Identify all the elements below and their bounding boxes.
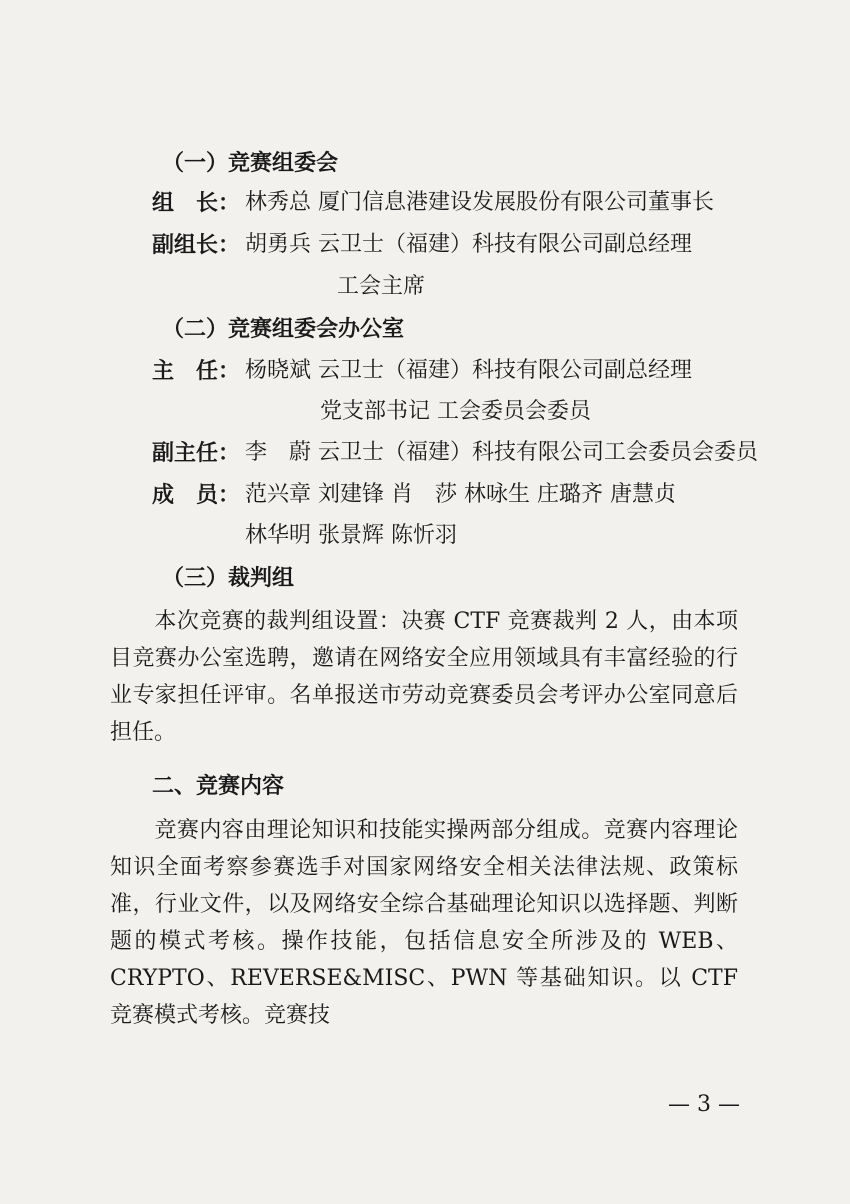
section-heading-committee: （一）竞赛组委会 bbox=[162, 150, 339, 176]
members-value-line2: 林华明 张景辉 陈忻羽 bbox=[245, 523, 457, 548]
leader-value: 林秀总 厦门信息港建设发展股份有限公司董事长 bbox=[245, 190, 714, 215]
content-paragraph bbox=[110, 812, 738, 1034]
judges-paragraph-text: 本次竞赛的裁判组设置：决赛 CTF 竞赛裁判 2 人，由本项目竞赛办公室选聘，邀请在网络安全应用领域具有丰富经验的行业专家担任评审。名单报送市劳动竞赛委员会考评办公室同意后担任。 bbox=[110, 609, 738, 745]
vice-director-label: 副主任： bbox=[152, 440, 241, 466]
deputy-value-line2: 工会主席 bbox=[337, 274, 426, 299]
part-heading-content: 二、竞赛内容 bbox=[152, 773, 285, 799]
director-label: 主 任： bbox=[152, 358, 241, 384]
vice-director-value: 李 蔚 云卫士（福建）科技有限公司工会委员会委员 bbox=[245, 440, 758, 465]
members-value: 范兴章 刘建锋 肖 莎 林咏生 庄璐齐 唐慧贞 bbox=[245, 482, 676, 507]
page-number: — 3 — bbox=[668, 1092, 740, 1117]
director-value-line2: 党支部书记 工会委员会委员 bbox=[320, 399, 591, 424]
members-label: 成 员： bbox=[152, 482, 241, 508]
judges-paragraph bbox=[110, 603, 738, 751]
director-value: 杨晓斌 云卫士（福建）科技有限公司副总经理 bbox=[245, 358, 692, 383]
deputy-value: 胡勇兵 云卫士（福建）科技有限公司副总经理 bbox=[245, 232, 692, 257]
content-paragraph-text: 竞赛内容由理论知识和技能实操两部分组成。竞赛内容理论知识全面考察参赛选手对国家网络安全相关法律法规、政策标准，行业文件，以及网络安全综合基础理论知识以选择题、判断题的模式考核。操作技能，包括信息安全所涉及的 WEB、CRYPTO、REVERSE&MISC、PWN 等基础知识。以 CTF 竞赛模式考核。竞赛技 bbox=[110, 818, 738, 1028]
section-heading-judges: （三）裁判组 bbox=[162, 565, 295, 591]
deputy-label: 副组长： bbox=[152, 232, 241, 258]
leader-label: 组 长： bbox=[152, 190, 241, 216]
section-heading-office: （二）竞赛组委会办公室 bbox=[162, 316, 405, 342]
